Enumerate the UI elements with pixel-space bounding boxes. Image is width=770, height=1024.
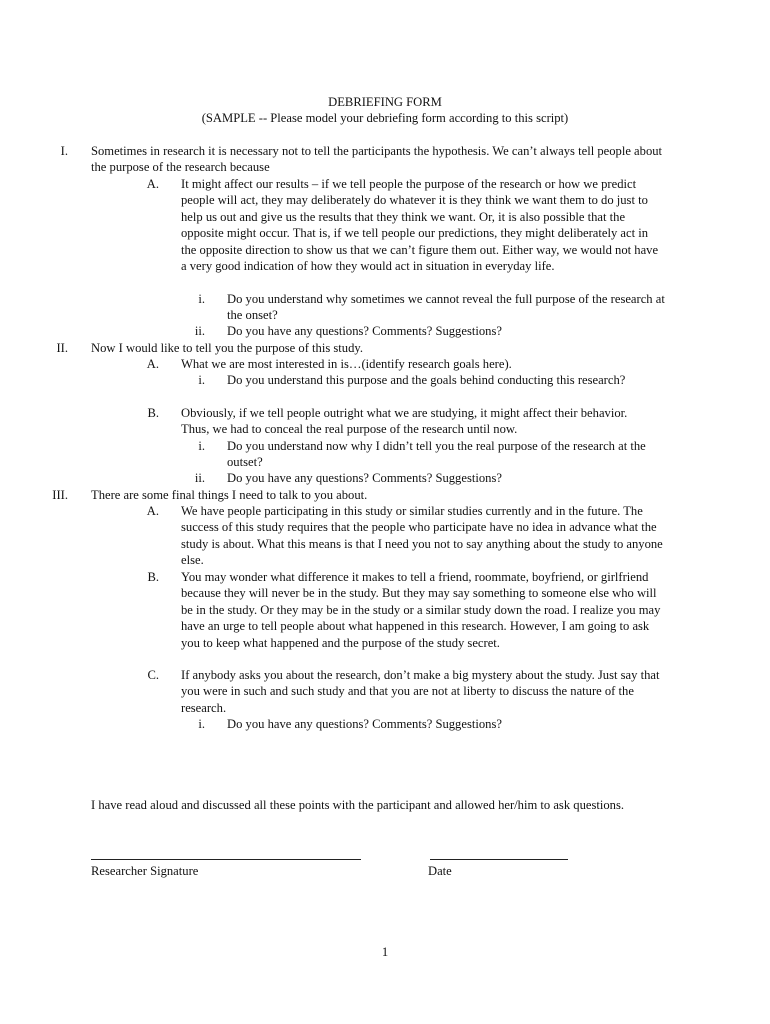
section-numeral-3: III. xyxy=(52,488,68,502)
item-letter-3c: C. xyxy=(147,668,159,682)
item-text-1a: It might affect our results – if we tell people the purpose of the research or how we predict people will act, they may deliberately do whatever it is they think we want them to do just to help us out and give us the results that they think we want. Or, it is also possible that the opposite might occur. That is, if we tell people our predictions, they might deliberately act in the opposite direction to show us that we can’t figure them out. Either way, we would not have a very good indication of how they would act in situation in everyday life. xyxy=(181,177,659,274)
date-line xyxy=(430,859,568,860)
section-numeral-1: I. xyxy=(60,144,68,158)
item-letter-3a: A. xyxy=(146,504,159,518)
item-letter-1a: A. xyxy=(146,177,159,191)
subitem-numeral-1a-ii: ii. xyxy=(194,324,205,338)
item-text-3c: If anybody asks you about the research, don’t make a big mystery about the study. Just say that you were in such and such study and that you are not at liberty to discuss the nature of the research. xyxy=(181,668,660,715)
date-label: Date xyxy=(428,864,452,878)
item-letter-3b: B. xyxy=(147,570,159,584)
subitem-numeral-1a-i: i. xyxy=(198,292,205,306)
page-title: DEBRIEFING FORM xyxy=(328,95,442,109)
item-letter-2a: A. xyxy=(146,357,159,371)
item-text-3b: You may wonder what difference it makes to tell a friend, roommate, boyfriend, or girlfriend because they will never be in the study. But they may say something to someone else who will be in the study. Or they may be in the study or a similar study down the road. I realize you may have an urge to tell people about what happened in this research. However, I am going to ask you to keep what happened and the purpose of the study secret. xyxy=(181,570,661,650)
subitem-text-2b-i: Do you understand now why I didn’t tell you the real purpose of the research at the outset? xyxy=(227,439,646,470)
section-text-3: There are some final things I need to talk to you about. xyxy=(91,488,368,502)
item-text-2b: Obviously, if we tell people outright what we are studying, it might affect their behavior. Thus, we had to conceal the real purpose of the research until now. xyxy=(181,406,628,437)
item-letter-2b: B. xyxy=(147,406,159,420)
subitem-text-3c-i: Do you have any questions? Comments? Suggestions? xyxy=(227,717,502,731)
subitem-text-2b-ii: Do you have any questions? Comments? Suggestions? xyxy=(227,471,502,485)
subitem-numeral-2b-ii: ii. xyxy=(194,471,205,485)
section-text-1: Sometimes in research it is necessary not to tell the participants the hypothesis. We can’t always tell people about the purpose of the research because xyxy=(91,144,663,175)
subitem-text-1a-ii: Do you have any questions? Comments? Suggestions? xyxy=(227,324,502,338)
section-text-2: Now I would like to tell you the purpose of this study. xyxy=(91,341,364,355)
page-subtitle: (SAMPLE -- Please model your debriefing form according to this script) xyxy=(201,111,569,125)
subitem-numeral-3c-i: i. xyxy=(198,717,205,731)
item-text-2a: What we are most interested in is…(identify research goals here). xyxy=(181,357,512,371)
item-text-3a: We have people participating in this study or similar studies currently and in the future. The success of this study requires that the people who participate have no idea in advance what the study is about. What this means is that I need you not to say anything about the study to anyone else. xyxy=(181,504,663,568)
section-numeral-2: II. xyxy=(56,341,68,355)
page-number: 1 xyxy=(381,945,389,959)
subitem-text-1a-i: Do you understand why sometimes we cannot reveal the full purpose of the research at the onset? xyxy=(227,292,665,323)
signature-label: Researcher Signature xyxy=(91,864,199,878)
signature-line xyxy=(91,859,361,860)
acknowledgement-statement: I have read aloud and discussed all these points with the participant and allowed her/him to ask questions. xyxy=(91,798,625,812)
subitem-numeral-2b-i: i. xyxy=(198,439,205,453)
subitem-text-2a-i: Do you understand this purpose and the goals behind conducting this research? xyxy=(227,373,626,387)
subitem-numeral-2a-i: i. xyxy=(198,373,205,387)
